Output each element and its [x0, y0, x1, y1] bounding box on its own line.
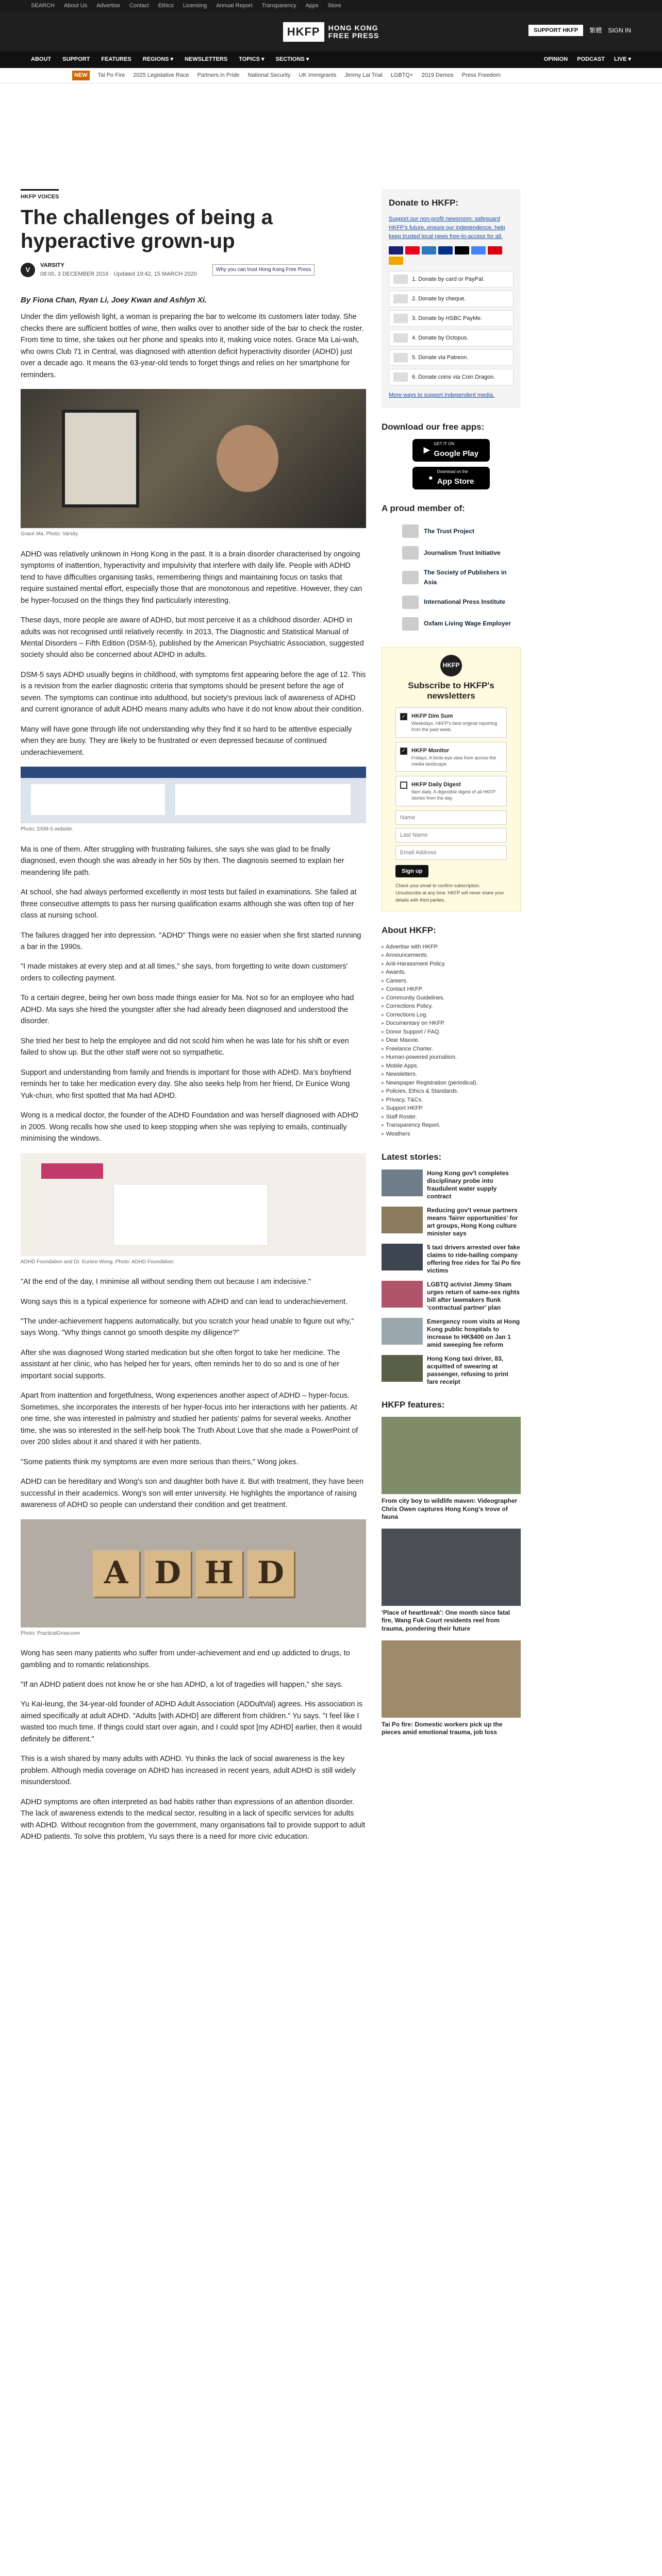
trending-link[interactable]: National Security — [247, 72, 291, 78]
support-button[interactable]: SUPPORT HKFP — [528, 25, 583, 36]
member-logo[interactable] — [382, 591, 521, 613]
paragraph: "I made mistakes at every step and at all times," she says, from forgetting to write down customers' orders to collecting payment. — [21, 962, 348, 982]
app-store-button[interactable] — [412, 467, 490, 489]
donate-title: Donate to HKFP: — [389, 198, 459, 208]
apps-link[interactable]: Apps — [305, 3, 319, 9]
logo-wordmark — [328, 24, 379, 40]
donate-option[interactable] — [389, 271, 514, 287]
paragraph: "The under-achievement happens automatically, but you scratch your head unable to figure out why," says Wong. "Why things cannot go smooth despite my diligence?" — [21, 1317, 354, 1337]
member-box — [382, 502, 521, 635]
latest-story[interactable] — [382, 1281, 521, 1312]
features-list — [382, 1417, 521, 1737]
contact-link[interactable]: Contact — [129, 3, 149, 9]
utility-bar — [0, 0, 662, 12]
article-authors: By Fiona Chan, Ryan Li, Joey Kwan and Ashlyn Xi. — [21, 296, 207, 305]
latest-story[interactable] — [382, 1318, 521, 1349]
about-link[interactable]: ▸ Freelance Charter. — [382, 1045, 521, 1054]
person-figure — [217, 425, 278, 492]
story-thumbnail — [382, 1244, 423, 1270]
paragraph: Yu Kai-leung, the 34-year-old founder of ADHD Adult Association (ADDultVal) agrees. His association is aimed specifically at adult ADHD. "Adults [with ADHD] are different from children." Yu says. "I feel like I wasted too much time. If things could start over again, and I could spot [my ADHD] earlier, then it would definitely be different." — [21, 1700, 363, 1743]
paragraph: ADHD can be hereditary and Wong's son and daughter both have it. But with treatment, they have been successful in their academics. Wong's son will enter university. He highlights the importance of raising awareness of ADHD so people can understand their condition and get treatment. — [21, 1478, 364, 1510]
latest-list — [382, 1170, 521, 1386]
amex-icon — [422, 246, 436, 255]
member-icon — [402, 617, 419, 631]
header-actions — [528, 25, 631, 36]
apps-title: Download our free apps: — [382, 421, 485, 432]
newsletter-option[interactable] — [395, 742, 507, 772]
about-link[interactable]: About Us — [63, 3, 88, 9]
google-play-label: Google Play — [434, 449, 479, 458]
play-icon: ▶ — [423, 446, 430, 455]
nav-item[interactable]: FEATURES — [101, 56, 131, 63]
mastercard-icon — [405, 246, 420, 255]
about-link[interactable]: ▸ Privacy, T&Cs. — [382, 1096, 521, 1105]
site-logo[interactable] — [283, 22, 379, 42]
story-thumbnail — [382, 1207, 423, 1233]
about-link[interactable]: ▸ Announcements. — [382, 951, 521, 960]
newsletter-box — [382, 647, 521, 912]
newsletter-desc: 9am daily. A digestible digest of all HKFP stories from the day. — [411, 789, 495, 801]
donate-more-link[interactable]: More ways to support independent media. — [389, 392, 494, 399]
applepay-icon — [455, 246, 469, 255]
payment-icon — [393, 314, 408, 323]
about-link[interactable]: ▸ Anti-Harassment Policy. — [382, 960, 521, 969]
features-title: HKFP features: — [382, 1399, 445, 1410]
nav-item[interactable]: SECTIONS ▾ — [275, 56, 309, 63]
paragraph: "If an ADHD patient does not know he or she has ADHD, a lot of tragedies will happen," she says. — [21, 1680, 343, 1689]
newsletter-fine-print: Check your email to confirm subscription. Unsubscribe at any time. HKFP will never share your details with third parties. — [395, 883, 504, 903]
photo-adhd-foundation — [21, 1153, 366, 1256]
feature-image — [382, 1640, 521, 1718]
paragraph: Support and understanding from family and friends is important for those with ADHD. Ma's boyfriend reminds her to take her medication every day. She also seeks help from her friend, Dr Eunice Wong Yuk-chun, who first spotted that Ma had ADHD. — [21, 1068, 352, 1100]
about-link[interactable]: ▸ Staff Roster. — [382, 1113, 521, 1122]
app-store-label: App Store — [437, 477, 474, 486]
newsletter-name: HKFP Dim Sum — [411, 713, 453, 720]
newsletter-desc: Fridays. A birds-eye view from across the media landscape. — [411, 755, 496, 767]
payment-icon — [393, 275, 408, 284]
newsletter-name: HKFP Monitor — [411, 747, 450, 754]
letter-block: D — [144, 1550, 191, 1597]
trending-label: NEW — [72, 71, 90, 80]
about-title: About HKFP: — [382, 925, 436, 936]
newsletter-text — [411, 712, 502, 733]
about-link[interactable]: ▸ Contact HKFP. — [382, 985, 521, 994]
email-input[interactable] — [395, 845, 507, 860]
article-title: The challenges of being a hyperactive grown-up — [21, 206, 273, 253]
about-link[interactable]: ▸ Transparency Report. — [382, 1121, 521, 1130]
ethics-link[interactable]: Ethics — [158, 3, 174, 9]
payment-icon — [393, 372, 408, 382]
newsletter-checkbox[interactable]: ✓ — [400, 713, 407, 720]
about-link[interactable]: ▸ Documentary on HKFP. — [382, 1019, 521, 1028]
member-name: The Society of Publishers in Asia — [423, 569, 507, 586]
letter-block: H — [196, 1550, 242, 1597]
member-name: Oxfam Living Wage Employer — [424, 620, 511, 628]
photo-caption: ADHD Foundation and Dr. Eunice Wong. Photo: ADHD Foundation. — [21, 1259, 175, 1265]
website-panel — [175, 784, 351, 815]
donate-option-label: 6. Donate coins via Coin Dragon. — [412, 374, 495, 380]
last-name-input[interactable] — [395, 828, 507, 842]
paragraph: "At the end of the day, I minimise all without sending them out because I am indecisive." — [21, 1278, 311, 1286]
member-title: A proud member of: — [382, 503, 465, 514]
about-link[interactable]: ▸ Mobile Apps. — [382, 1062, 521, 1071]
donate-option-label: 2. Donate by cheque. — [412, 295, 466, 302]
article-kicker[interactable]: HKFP VOICES — [21, 189, 59, 201]
byline — [21, 261, 366, 279]
member-logo[interactable] — [382, 542, 521, 564]
signup-button[interactable]: Sign up — [395, 865, 428, 877]
newsletter-checkbox[interactable]: ✓ — [400, 748, 407, 755]
story-title[interactable]: Reducing gov't venue partners means 'fairer opportunities' for art groups, Hong Kong culture minister says — [427, 1206, 518, 1237]
googlepay-icon — [471, 246, 486, 255]
donate-option[interactable] — [389, 369, 514, 385]
member-icon — [402, 596, 419, 609]
feature-title[interactable]: From city boy to wildlife maven: Videographer Chris Owen captures Hong Kong's trove of fauna — [382, 1497, 518, 1521]
about-link[interactable]: ▸ Corrections Log. — [382, 1011, 521, 1020]
feature-title[interactable]: 'Place of heartbreak': One month since fatal fire, Wang Fuk Court residents reel from trauma, pondering their future — [382, 1608, 510, 1632]
about-link[interactable]: ▸ Awards. — [382, 968, 521, 977]
author-avatar[interactable]: V — [21, 263, 35, 277]
logo-line-2: FREE PRESS — [328, 31, 379, 40]
trending-link[interactable]: LGBTQ+ — [390, 72, 413, 78]
photo-grace-ma — [21, 389, 366, 528]
paragraph: At school, she had always performed excellently in most tests but failed in examinations. She failed at three consecutive attempts to pass her nursing qualification exams although she was often top of her class at nursing school. — [21, 888, 357, 920]
story-thumbnail — [382, 1281, 423, 1308]
website-header — [21, 767, 366, 778]
donate-option-label: 1. Donate by card or PayPal. — [412, 276, 485, 282]
newsletter-text — [411, 781, 502, 801]
photo-caption: Photo: DSM-5 website. — [21, 826, 74, 833]
logo-mark: HKFP — [283, 22, 324, 42]
trending-link[interactable]: UK Immigrants — [299, 72, 337, 78]
about-link[interactable]: ▸ Donor Support / FAQ. — [382, 1028, 521, 1037]
trending-link[interactable]: Partners in Pride — [197, 72, 240, 78]
member-logo[interactable] — [382, 520, 521, 542]
trending-link[interactable]: Jimmy Lai Trial — [344, 72, 383, 78]
paragraph: Wong has seen many patients who suffer from under-achievement and end up addicted to drugs, to gambling and to romantic relationships. — [21, 1649, 350, 1669]
paypal-icon — [438, 246, 453, 255]
letter-block: D — [247, 1550, 294, 1597]
about-list — [382, 943, 521, 1139]
donate-option[interactable] — [389, 310, 514, 327]
donate-option-label: 5. Donate via Patreon. — [412, 354, 469, 361]
latest-title: Latest stories: — [382, 1152, 442, 1162]
trending-link[interactable]: 2019 Demos — [421, 72, 454, 78]
octopus-icon — [389, 257, 403, 265]
feature-title[interactable]: Tai Po fire: Domestic workers pick up the pieces amid emotional trauma, job loss — [382, 1720, 503, 1736]
payme-icon — [488, 246, 502, 255]
paragraph: "Some patients think my symptoms are even more serious than theirs," Wong jokes. — [21, 1458, 299, 1466]
payment-icon — [393, 353, 408, 362]
member-name: Journalism Trust Initiative — [424, 549, 501, 557]
story-thumbnail — [382, 1355, 423, 1382]
nav-item[interactable]: ABOUT — [31, 56, 52, 63]
paragraph: Under the dim yellowish light, a woman is preparing the bar to welcome its customers later today. She checks there are sufficient bottles of wine, then walks over to another side of the bar to check the roster. From time to time, she takes out her phone and speaks into it, making voice notes. Grace Ma Lai-wah, who owns Club 71 in Central, was diagnosed with attention deficit hyperactivity disorder (ADHD) just over a decade ago. It means the 63-year-old tends to forget things and relies on her smartphone for reminders. — [21, 313, 364, 379]
name-input[interactable] — [395, 810, 507, 825]
sidebar — [382, 189, 521, 1744]
logo-line-1: HONG KONG — [328, 23, 378, 32]
paragraph: To a certain degree, being her own boss made things easier for Ma. Not so for an employee who had ADHD. Ma says she hired the youngster after she had already been diagnosed and understood the disorder. — [21, 994, 354, 1026]
latest-story[interactable] — [382, 1170, 521, 1200]
site-header — [0, 12, 662, 52]
payment-methods — [389, 246, 514, 265]
member-icon — [402, 546, 419, 560]
donate-desc-link[interactable]: Support our non-profit newsroom: safeguard HKFP's future, ensure our independence, help keep trusted local news free-to-access for all. — [389, 216, 505, 240]
donate-option-label: 4. Donate by Octopus. — [412, 334, 469, 341]
trust-link[interactable]: Why you can trust Hong Kong Free Press — [212, 264, 315, 276]
latest-story[interactable] — [382, 1244, 521, 1275]
paragraph: She tried her best to help the employee and did not scold him when he was late for his shift or even failed to show up. But the other staff were not so sympathetic. — [21, 1037, 349, 1057]
story-title[interactable]: Hong Kong taxi driver, 83, acquitted of swearing at passenger, refusing to print fare receipt — [427, 1354, 509, 1385]
google-play-button[interactable] — [412, 439, 490, 462]
member-logo[interactable] — [382, 564, 521, 591]
nav-item[interactable]: NEWSLETTERS — [185, 56, 228, 63]
about-link[interactable]: ▸ Policies, Ethics & Standards. — [382, 1087, 521, 1096]
donate-option[interactable] — [389, 291, 514, 307]
nav-item[interactable]: TOPICS ▾ — [239, 56, 264, 63]
about-link[interactable]: ▸ Weathers — [382, 1130, 521, 1139]
about-link[interactable]: ▸ Community Guidelines. — [382, 994, 521, 1003]
paragraph: Apart from inattention and forgetfulness, Wong experiences another aspect of ADHD – hyper-focus. Sometimes, she incorporates the interests of her hyper-focus into her interactions with her patients. At one time, she was interested in palmistry and studied her patients' palms for several weeks. Another time, she was so interested in the self-help book The Truth About Love that she made a PowerPoint of over 200 slides about it and shared it with her patients. — [21, 1392, 358, 1447]
story-title[interactable]: Hong Kong gov't completes disciplinary probe into fraudulent water supply contract — [427, 1169, 509, 1200]
website-panel — [113, 1184, 268, 1246]
donate-box — [382, 189, 521, 408]
newsletter-desc: Weekdays. HKFP's best original reporting from the past week. — [411, 721, 498, 733]
advertise-link[interactable]: Advertise — [96, 3, 120, 9]
paragraph: Ma is one of them. After struggling with frustrating failures, she says she was glad to be finally diagnosed, even though she was already in her 50s by then. The diagnosis seemed to explain her meandering life path. — [21, 845, 344, 877]
about-link[interactable]: ▸ Support HKFP. — [382, 1104, 521, 1113]
latest-story[interactable] — [382, 1207, 521, 1238]
about-link[interactable]: ▸ Advertise with HKFP. — [382, 943, 521, 952]
trending-link[interactable]: Tai Po Fire — [97, 72, 125, 78]
transparency-link[interactable]: Transparency — [261, 3, 296, 9]
newsletter-checkbox[interactable] — [400, 782, 407, 789]
website-panel — [31, 784, 165, 815]
donate-option-label: 3. Donate by HSBC PayMe. — [412, 315, 483, 321]
trending-bar — [0, 68, 662, 83]
payment-icon — [393, 333, 408, 343]
donate-option[interactable] — [389, 349, 514, 366]
language-switch[interactable]: 繁體 — [589, 26, 602, 34]
photo-adhd-blocks — [21, 1519, 366, 1628]
trending-link[interactable]: Press Freedom — [461, 72, 501, 78]
latest-story[interactable] — [382, 1355, 521, 1386]
photo-caption: Photo: PracticalGrow.com — [21, 1630, 80, 1636]
feature-story[interactable] — [382, 1529, 521, 1633]
nav-item[interactable]: LIVE ▾ — [614, 56, 631, 63]
about-link[interactable]: ▸ Newspaper Registration (periodical). — [382, 1079, 521, 1088]
payment-icon — [393, 294, 408, 303]
nav-item[interactable]: SUPPORT — [62, 56, 90, 63]
licensing-link[interactable]: Licensing — [183, 3, 207, 9]
paragraph: ADHD was relatively unknown in Hong Kong in the past. It is a brain disorder characterised by ongoing symptoms of inattention, hyperactivity and impulsivity that interfere with daily life. People with ADHD tend to have difficulties organising tasks, remembering things and maintaining focus on tasks that require sustained mental effort, especially those that are monotonous and repetitive. However, they can be hyper-focused on the things they find particularly interesting. — [21, 550, 362, 605]
feature-story[interactable] — [382, 1640, 521, 1737]
photo-dsm5-website — [21, 767, 366, 823]
paragraph: This is a wish shared by many adults with ADHD. Yu thinks the lack of social awareness is the key problem. Although media coverage on ADHD has increased in recent years, adult ADHD is still widely misunderstood. — [21, 1755, 356, 1787]
newsletter-title: Subscribe to HKFP's newsletters — [408, 680, 494, 701]
story-title[interactable]: LGBTQ activist Jimmy Sham urges return of same-sex rights bill after lawmakers flunk 'contractual partner' plan — [427, 1280, 520, 1311]
newsletter-options — [395, 707, 507, 806]
annual-report-link[interactable]: Annual Report — [216, 3, 253, 9]
newsletter-logo: HKFP — [440, 655, 462, 676]
article — [21, 189, 366, 1851]
features-box — [382, 1398, 521, 1737]
paragraph: The failures dragged her into depression. "ADHD" Things were no easier when she first started running a bar in the 1990s. — [21, 931, 361, 951]
photo-caption: Grace Ma. Photo: Varsity. — [21, 531, 79, 537]
newsletter-option[interactable] — [395, 707, 507, 737]
latest-box — [382, 1150, 521, 1385]
about-box — [382, 924, 521, 1138]
about-link[interactable]: ▸ Careers. — [382, 977, 521, 986]
google-play-small: GET IT ON — [434, 442, 455, 447]
apple-icon: ● — [428, 473, 433, 483]
apps-box — [382, 420, 521, 489]
member-icon — [402, 571, 419, 584]
nav-right — [544, 55, 631, 64]
member-name: The Trust Project — [424, 528, 475, 535]
foundation-logo — [41, 1163, 103, 1179]
store-link[interactable]: Store — [327, 3, 341, 9]
member-icon — [402, 524, 419, 538]
newsletter-text — [411, 747, 502, 767]
framed-picture — [62, 410, 139, 507]
paragraph: These days, more people are aware of ADHD, but most perceive it as a childhood disorder. ADHD in adults was not recognised until relatively recently. In 2013, The Diagnostic and Statistical Manual of Mental Disorders – Fifth Edition (DSM-5), published by the American Psychiatric Association, suggested society should also be concerned about ADHD in adults. — [21, 616, 364, 659]
feature-story[interactable] — [382, 1417, 521, 1521]
search-link[interactable]: SEARCH — [31, 3, 55, 9]
about-link[interactable]: ▸ Newsletters. — [382, 1070, 521, 1079]
letter-block: A — [93, 1550, 139, 1597]
nav-item[interactable]: OPINION — [543, 56, 568, 63]
paragraph: Many will have gone through life not understanding why they find it so hard to be attentive especially when they are busy. They are likely to be frustrated or even depressed because of continued underachievement. — [21, 725, 352, 757]
donate-option[interactable] — [389, 330, 514, 346]
nav-item[interactable]: PODCAST — [577, 56, 605, 63]
donate-description — [389, 215, 514, 241]
newsletter-option[interactable] — [395, 776, 507, 806]
app-store-small: Download on the — [437, 469, 468, 474]
sign-in-link[interactable]: SIGN IN — [608, 26, 631, 34]
visa-icon — [389, 246, 403, 255]
about-link[interactable]: ▸ Human-powered journalism. — [382, 1053, 521, 1062]
feature-image — [382, 1417, 521, 1494]
trending-link[interactable]: 2025 Legislative Race — [133, 72, 189, 78]
feature-image — [382, 1529, 521, 1606]
story-thumbnail — [382, 1318, 423, 1345]
story-title[interactable]: 5 taxi drivers arrested over fake claims to ride-hailing company offering free rides for Tai Po fire victims — [427, 1243, 521, 1274]
adhd-blocks — [21, 1519, 366, 1597]
story-title[interactable]: Emergency room visits at Hong Kong public hospitals to increase to HK$400 on Jan 1 amid sweeping fee reform — [427, 1317, 520, 1348]
article-dates: 08:00, 3 DECEMBER 2016 · Updated 19:42, 15 MARCH 2020 — [40, 271, 197, 278]
newsletter-name: HKFP Daily Digest — [411, 782, 461, 788]
about-link[interactable]: ▸ Dear Maxxie. — [382, 1036, 521, 1045]
paragraph: Wong says this is a typical experience for someone with ADHD and can lead to underachievement. — [21, 1297, 348, 1306]
nav-item[interactable]: REGIONS ▾ — [142, 56, 174, 63]
member-name: International Press Institute — [424, 598, 506, 606]
main-nav — [0, 52, 662, 68]
byline-author[interactable]: VARSITY — [40, 262, 64, 269]
paragraph: DSM-5 says ADHD usually begins in childhood, with symptoms first appearing before the age of 12. This is a revision from the earlier diagnostic criteria that symptoms should be present before the age of seven. The symptoms can continue into adulthood, but society's previous lack of awareness of ADHD and current ignorance of adult ADHD means many adults who have it do not know about their condition. — [21, 670, 366, 714]
member-list — [382, 520, 521, 634]
story-thumbnail — [382, 1170, 423, 1196]
about-link[interactable]: ▸ Corrections Policy. — [382, 1002, 521, 1011]
donate-options — [389, 271, 514, 385]
paragraph: After she was diagnosed Wong started medication but she often forgot to take her medicine. The assistant at her clinic, who has helped her for years, often reminds her to do so and is one of her important social supports. — [21, 1348, 340, 1380]
paragraph: Wong is a medical doctor, the founder of the ADHD Foundation and was herself diagnosed with ADHD in 2005. Wong recalls how she used to keep stopping when she was replying to emails, continually minimising the windows. — [21, 1111, 359, 1143]
member-logo[interactable] — [382, 613, 521, 635]
paragraph: ADHD symptoms are often interpreted as bad habits rather than expressions of an attention disorder. The lack of awareness extends to the medical sector, resulting in a lack of specific services for adults with ADHD. Without recognition from the government, many organisations fail to provide support to adult ADHD patients. To solve this problem, Yu says there is a need for more civic education. — [21, 1798, 366, 1841]
